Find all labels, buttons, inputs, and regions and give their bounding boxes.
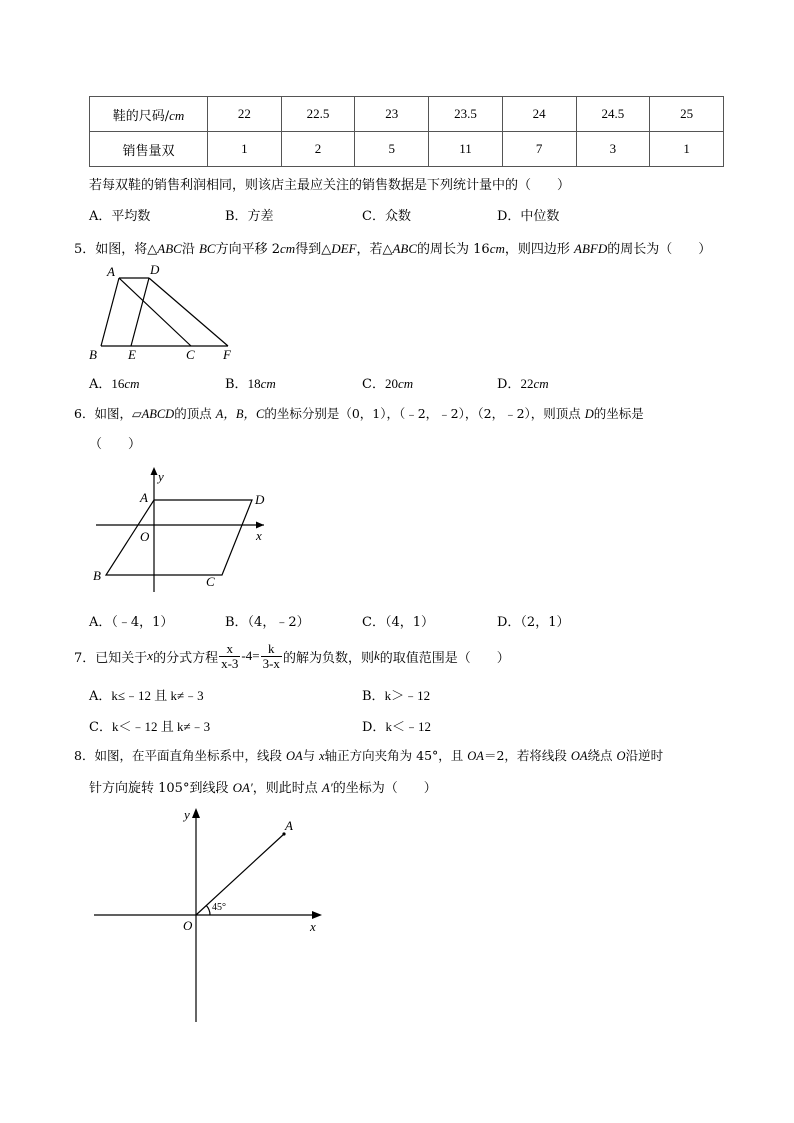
q7-stem: 7．已知关于 x 的分式方程 $\frac{x}{x-3}$ -4= $\frac{k}{3-x}$ 的解为负数，则 k 的取值范围是（ ）: [74, 640, 510, 671]
label-point-f: F: [223, 347, 231, 362]
table-cell: 1: [208, 132, 282, 167]
q6-option-c[interactable]: C．（4，1）: [362, 615, 434, 630]
fraction-k-over-3-minus-x: $\frac{k}{3-x}$: [262, 640, 280, 671]
shoe-size-sales-table: [89, 96, 724, 167]
label-point-d: D: [150, 262, 160, 277]
q5-option-a[interactable]: A．16cm: [89, 376, 140, 392]
label-axis-y: y: [158, 469, 164, 484]
q6-option-b[interactable]: B．（4，﹣2）: [225, 615, 310, 630]
table-cell: 7: [502, 132, 576, 167]
q5-option-d[interactable]: D．22cm: [497, 376, 549, 392]
table-cell: 2: [281, 132, 355, 167]
q5-translation-figure: [86, 260, 246, 364]
table-cell: 11: [429, 132, 503, 167]
label-axis-x: x: [310, 919, 316, 934]
row-header-size: 鞋的尺码/cm: [90, 97, 208, 132]
q6-stem-line1: 6．如图，▱ABCD的顶点 A，B，C的坐标分别是（0，1），（﹣2，﹣2），（2，﹣2），则顶点 D的坐标是: [74, 406, 644, 421]
label-point-d: D: [255, 492, 265, 507]
table-cell: 3: [576, 132, 650, 167]
q8-stem-line2: 针方向旋转 105°到线段 OA′，则此时点 A′的坐标为（ ）: [89, 780, 437, 796]
table-cell: 23.5: [429, 97, 503, 132]
q8-rotation-figure: [86, 800, 336, 1030]
row-header-sales: 销售量双: [90, 132, 208, 167]
q6-option-d[interactable]: D．（2，1）: [497, 615, 570, 630]
table-row: [90, 97, 724, 132]
table-cell: 24: [502, 97, 576, 132]
q7-option-b[interactable]: B．k＞﹣12: [362, 688, 431, 704]
table-cell: 23: [355, 97, 429, 132]
label-point-c: C: [186, 347, 195, 362]
q6-stem-line2: （ ）: [89, 437, 142, 452]
table-cell: 22.5: [281, 97, 355, 132]
label-angle-45: 45°: [212, 902, 226, 913]
q4-option-d[interactable]: D．中位数: [497, 209, 560, 224]
q7-option-a[interactable]: A．k≤﹣12 且 k≠﹣3: [89, 688, 204, 704]
q6-parallelogram-figure: [86, 464, 286, 594]
table-cell: 22: [208, 97, 282, 132]
table-cell: 5: [355, 132, 429, 167]
label-origin-o: O: [183, 918, 193, 933]
label-point-e: E: [128, 347, 136, 362]
q7-option-d[interactable]: D．k＜﹣12: [362, 719, 431, 735]
q4-option-b[interactable]: B．方差: [225, 209, 274, 224]
table-row: [90, 132, 724, 167]
q5-stem: 5．如图，将△ABC沿 BC方向平移 2cm得到△DEF，若△ABC的周长为 16cm，则四边形 ABFD的周长为（ ）: [74, 241, 712, 257]
table-cell: 25: [650, 97, 724, 132]
q8-stem-line1: 8．如图，在平面直角坐标系中，线段 OA与 x轴正方向夹角为 45°，且 OA＝2，若将线段 OA绕点 O沿逆时: [74, 748, 664, 763]
label-point-b: B: [89, 347, 97, 362]
label-point-a: A: [107, 264, 115, 279]
q5-option-c[interactable]: C．20cm: [362, 376, 414, 392]
q4-option-c[interactable]: C．众数: [362, 209, 411, 224]
label-point-a: A: [140, 490, 148, 505]
q4-option-a[interactable]: A．平均数: [89, 209, 151, 224]
q6-option-a[interactable]: A．（﹣4，1）: [89, 615, 174, 630]
label-origin-o: O: [140, 529, 150, 544]
label-point-a: A: [285, 818, 293, 833]
fraction-x-over-x-minus-3: $\frac{x}{x-3}$: [221, 640, 239, 671]
label-point-b: B: [93, 568, 101, 583]
q4-stem: 若每双鞋的销售利润相同，则该店主最应关注的销售数据是下列统计量中的（ ）: [89, 178, 571, 193]
q7-option-c[interactable]: C．k＜﹣12 且 k≠﹣3: [89, 719, 211, 735]
q5-option-b[interactable]: B．18cm: [225, 376, 276, 392]
label-point-c: C: [206, 574, 215, 589]
table-cell: 1: [650, 132, 724, 167]
label-axis-y: y: [184, 807, 190, 822]
label-axis-x: x: [256, 528, 262, 543]
table-cell: 24.5: [576, 97, 650, 132]
